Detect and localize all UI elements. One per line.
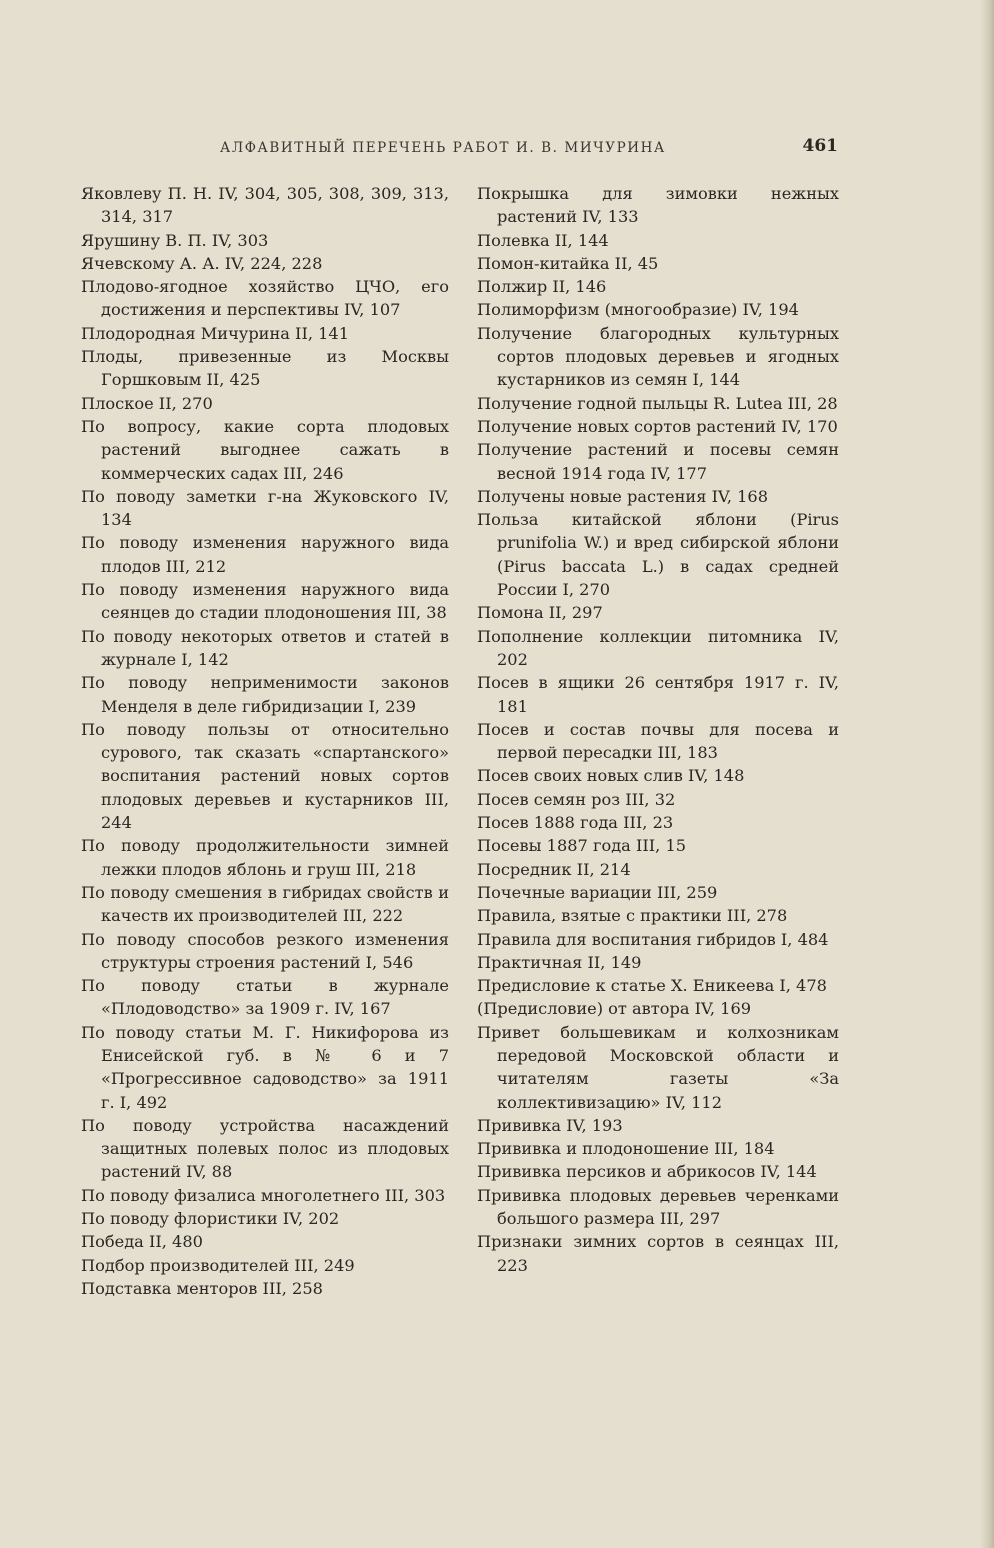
index-entry: (Предисловие) от автора IV, 169	[477, 999, 752, 1019]
index-entry: Полиморфизм (многообразие) IV, 194	[477, 300, 799, 320]
index-entry: Посев и состав почвы для посева и первой пересадки III, 183	[477, 719, 839, 763]
index-entry: Посредник II, 214	[477, 859, 631, 879]
index-entry: Правила для воспитания гибридов I, 484	[477, 929, 829, 949]
index-entry: По поводу устройства насаждений защитных полевых полос из плодовых растений IV, 88	[81, 1115, 449, 1182]
index-entry: Помона II, 297	[477, 603, 603, 623]
index-entry: Посев в ящики 26 сентября 1917 г. IV, 181	[477, 673, 839, 716]
index-entry: По поводу статьи в журнале «Плодоводство» за 1909 г. IV, 167	[81, 976, 449, 1019]
index-entry: По поводу пользы от относительно сурового, так сказать «спартанского» воспитания растений новых сортов плодовых деревьев и кустарников III, 244	[81, 719, 449, 833]
index-column-right	[477, 182, 839, 1277]
index-entry: Победа II, 480	[81, 1232, 203, 1252]
index-entry: Прививка персиков и абрикосов IV, 144	[477, 1162, 817, 1182]
index-entry: Правила, взятые с практики III, 278	[477, 906, 788, 926]
index-entry: Посев своих новых слив IV, 148	[477, 766, 745, 786]
index-entry: Практичная II, 149	[477, 952, 642, 972]
index-entry: Прививка плодовых деревьев черенками большого размера III, 297	[477, 1185, 839, 1229]
index-entry: Посевы 1887 года III, 15	[477, 836, 687, 856]
index-entry: По поводу флористики IV, 202	[81, 1209, 340, 1229]
index-entry: Покрышка для зимовки нежных растений IV, 133	[477, 184, 839, 227]
index-entry: По поводу изменения наружного вида плодов III, 212	[81, 533, 449, 576]
index-entry: Предисловие к статье Х. Еникеева I, 478	[477, 976, 827, 996]
index-entry: Плоды, привезенные из Москвы Горшковым II, 425	[81, 347, 449, 390]
index-entry: Получены новые растения IV, 168	[477, 486, 769, 506]
index-entry: Помон-китайка II, 45	[477, 253, 659, 273]
index-entry: По поводу неприменимости законов Менделя в деле гибридизации I, 239	[81, 673, 449, 716]
index-entry: По поводу способов резкого изменения структуры строения растений I, 546	[81, 929, 449, 972]
index-entry: Привет большевикам и колхозникам передовой Московской области и читателям газеты «За коллективизацию» IV, 112	[477, 1022, 839, 1112]
index-entry: Получение годной пыльцы R. Lutea III, 28	[477, 393, 838, 413]
index-entry: По вопросу, какие сорта плодовых растений выгоднее сажать в коммерческих садах III, 246	[81, 416, 449, 483]
running-head	[80, 136, 840, 160]
index-entry: Подставка менторов III, 258	[81, 1278, 323, 1298]
index-entry: По поводу некоторых ответов и статей в журнале I, 142	[81, 626, 449, 669]
index-entry: По поводу продолжительности зимней лежки плодов яблонь и груш III, 218	[81, 836, 449, 879]
index-entry: Получение благородных культурных сортов плодовых деревьев и ягодных кустарников из семян I, 144	[477, 323, 839, 390]
index-entry: По поводу заметки г-на Жуковского IV, 134	[81, 486, 449, 530]
index-entry: Признаки зимних сортов в сеянцах III, 223	[477, 1232, 839, 1275]
page-edge-shadow	[980, 0, 994, 1548]
index-entry: По поводу статьи М. Г. Никифорова из Енисейской губ. в № 6 и 7 «Прогрессивное садоводство» за 1911 г. I, 492	[81, 1022, 449, 1112]
index-column-left	[81, 182, 449, 1300]
index-entry: Ячевскому А. А. IV, 224, 228	[81, 253, 323, 273]
index-entry: Посев семян роз III, 32	[477, 789, 676, 809]
index-entry: Ярушину В. П. IV, 303	[81, 230, 269, 250]
index-entry: По поводу изменения наружного вида сеянцев до стадии плодоношения III, 38	[81, 580, 449, 623]
index-entry: Полжир II, 146	[477, 277, 607, 297]
index-entry: Яковлеву П. Н. IV, 304, 305, 308, 309, 313, 314, 317	[81, 184, 449, 227]
index-entry: Посев 1888 года III, 23	[477, 813, 674, 833]
index-entry: Прививка IV, 193	[477, 1115, 623, 1135]
index-entry: Получение растений и посевы семян весной 1914 года IV, 177	[477, 440, 839, 483]
index-entry: По поводу физалиса многолетнего III, 303	[81, 1185, 446, 1205]
index-entry: Плоское II, 270	[81, 393, 213, 413]
index-entry: По поводу смешения в гибридах свойств и качеств их производителей III, 222	[81, 882, 449, 926]
index-entry: Плодово-ягодное хозяйство ЦЧО, его достижения и перспективы IV, 107	[81, 277, 449, 320]
index-entry: Плодородная Мичурина II, 141	[81, 323, 350, 343]
index-entry: Почечные вариации III, 259	[477, 882, 718, 902]
index-entry: Полевка II, 144	[477, 230, 609, 250]
index-entry: Пополнение коллекции питомника IV, 202	[477, 626, 839, 669]
running-title: АЛФАВИТНЫЙ ПЕРЕЧЕНЬ РАБОТ И. В. МИЧУРИНА	[220, 140, 666, 156]
index-entry: Прививка и плодоношение III, 184	[477, 1139, 775, 1159]
page-number: 461	[802, 136, 838, 156]
index-entry: Польза китайской яблони (Pirus prunifolia W.) и вред сибирской яблони (Pirus baccata L.) в садах средней России I, 270	[477, 510, 839, 600]
index-entry: Получение новых сортов растений IV, 170	[477, 416, 838, 436]
index-entry: Подбор производителей III, 249	[81, 1255, 355, 1275]
